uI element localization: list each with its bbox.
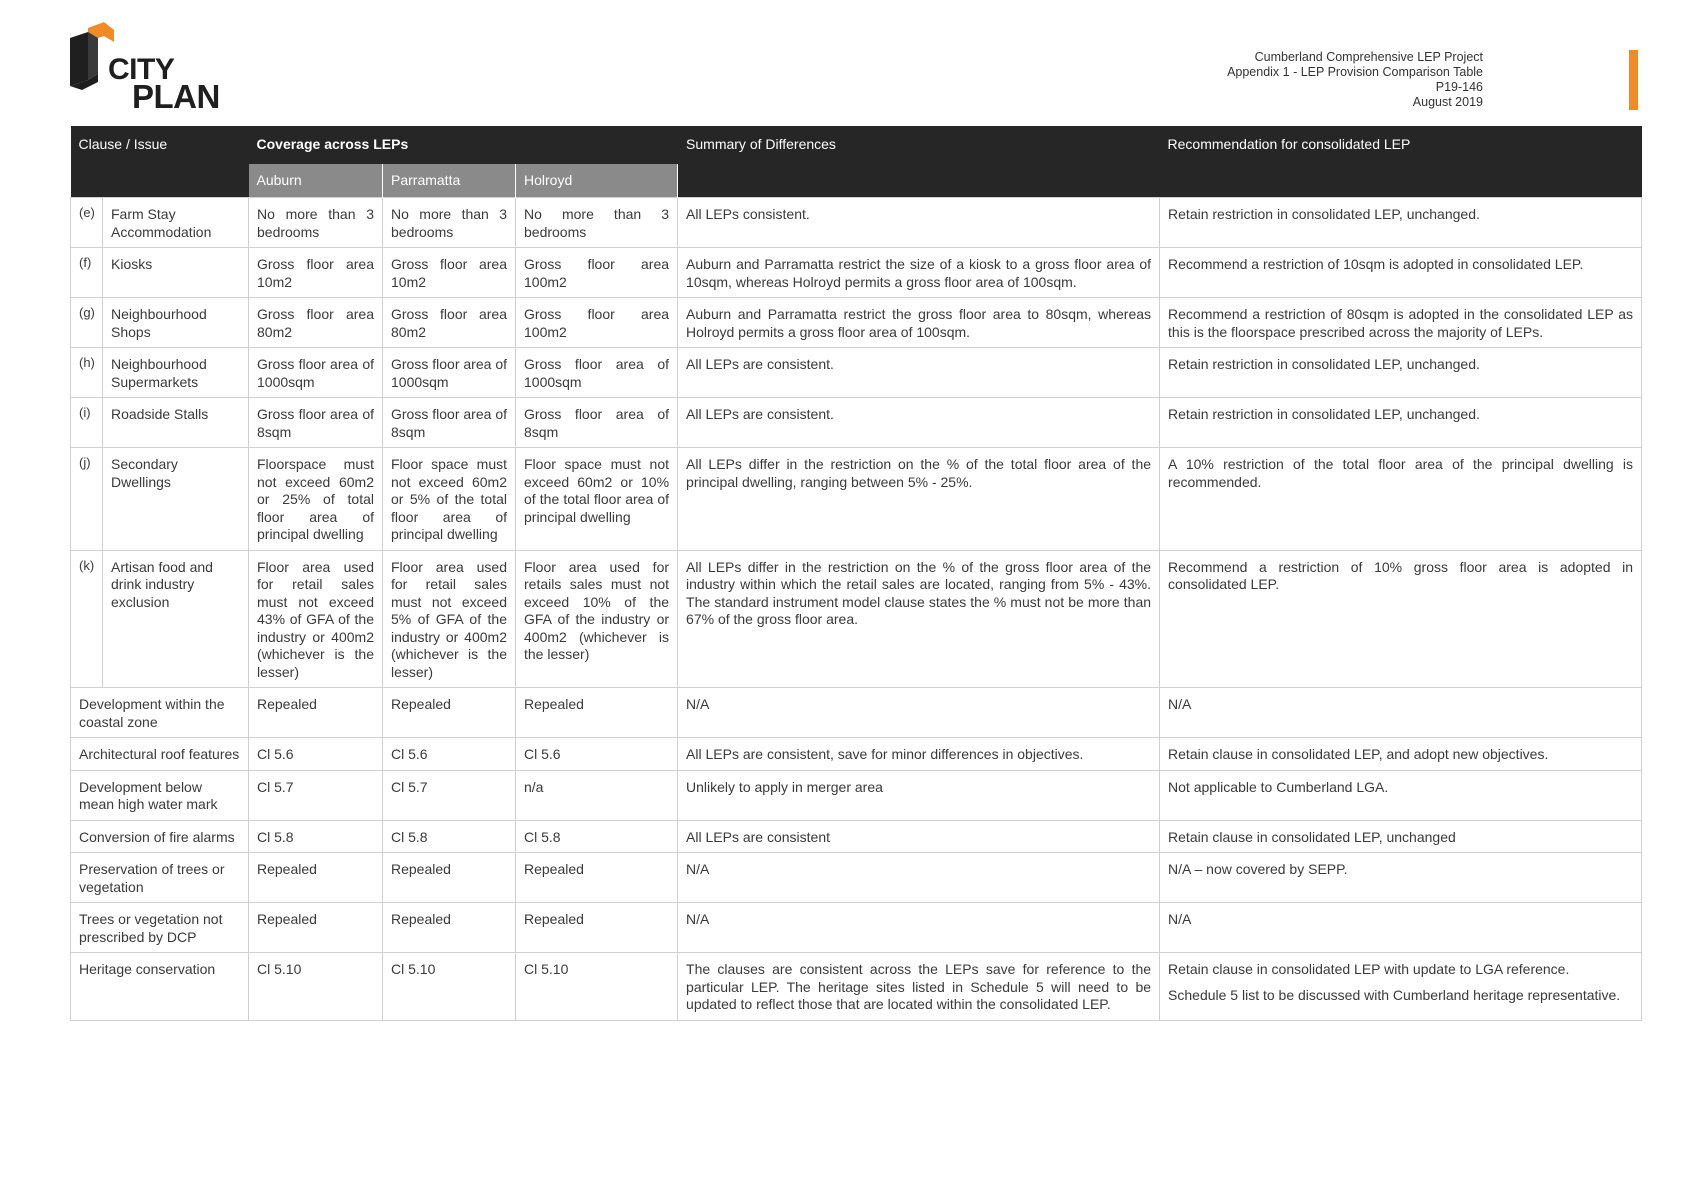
doc-number: P19-146 [1435,80,1483,94]
clause-issue: Heritage conservation [71,953,249,1021]
header-row [71,126,1642,164]
parramatta-cell: Floor area used for retail sales must not exceed 5% of GFA of the industry or 400m2 (whichever is the lesser) [383,550,516,688]
parramatta-cell: Floor space must not exceed 60m2 or 5% of the total floor area of principal dwelling [383,448,516,551]
clause-issue: Trees or vegetation not prescribed by DCP [71,903,249,953]
auburn-cell: Gross floor area of 8sqm [249,398,383,448]
clause-issue: Architectural roof features [71,738,249,771]
holroyd-cell: Gross floor area of 8sqm [516,398,678,448]
recommendation-cell: Recommend a restriction of 10sqm is adopted in consolidated LEP. [1160,248,1642,298]
header-coverage: Coverage across LEPs [249,126,678,164]
parramatta-cell: Cl 5.7 [383,770,516,820]
clause-issue: Development below mean high water mark [71,770,249,820]
summary-cell: All LEPs are consistent. [678,348,1160,398]
holroyd-cell: n/a [516,770,678,820]
header-recommendation: Recommendation for consolidated LEP [1160,126,1642,198]
doc-project: Cumberland Comprehensive LEP Project [1254,50,1483,64]
recommendation-cell: A 10% restriction of the total floor area of the principal dwelling is recommended. [1160,448,1642,551]
doc-date: August 2019 [1412,95,1483,109]
recommendation-cell [1160,953,1642,1021]
holroyd-cell: Gross floor area 100m2 [516,298,678,348]
parramatta-cell: Repealed [383,903,516,953]
table-row [71,298,1642,348]
summary-cell: Auburn and Parramatta restrict the size of a kiosk to a gross floor area of 10sqm, whereas Holroyd permits a gross floor area of 100sqm. [678,248,1160,298]
summary-cell: Auburn and Parramatta restrict the gross floor area to 80sqm, whereas Holroyd permits a gross floor area of 100sqm. [678,298,1160,348]
recommendation-cell: Not applicable to Cumberland LGA. [1160,770,1642,820]
clause-letter: (j) [71,448,103,551]
recommendation-cell: Retain clause in consolidated LEP, unchanged [1160,820,1642,853]
holroyd-cell: Cl 5.8 [516,820,678,853]
auburn-cell: Gross floor area of 1000sqm [249,348,383,398]
parramatta-cell: Cl 5.10 [383,953,516,1021]
auburn-cell: Repealed [249,853,383,903]
parramatta-cell: Cl 5.6 [383,738,516,771]
recommendation-paragraph: Retain clause in consolidated LEP with update to LGA reference. [1168,961,1570,977]
parramatta-cell: No more than 3 bedrooms [383,198,516,248]
lep-comparison-table [70,126,1642,1021]
header-clause: Clause / Issue [71,126,249,198]
auburn-cell: Cl 5.8 [249,820,383,853]
parramatta-cell: Gross floor area of 8sqm [383,398,516,448]
summary-cell: All LEPs differ in the restriction on the % of the total floor area of the principal dwelling, ranging between 5% - 25%. [678,448,1160,551]
table-row [71,688,1642,738]
clause-issue: Development within the coastal zone [71,688,249,738]
summary-cell: N/A [678,853,1160,903]
clause-issue: Neighbourhood Shops [103,298,249,348]
clause-issue: Roadside Stalls [103,398,249,448]
auburn-cell: Cl 5.10 [249,953,383,1021]
table-row [71,398,1642,448]
summary-cell: All LEPs consistent. [678,198,1160,248]
holroyd-cell: Floor space must not exceed 60m2 or 10% of the total floor area of principal dwelling [516,448,678,551]
summary-cell: All LEPs differ in the restriction on the % of the gross floor area of the industry within which the retail sales are located, ranging from 5% - 43%. The standard instrument model clause states the % must not be more than 67% of the gross floor area. [678,550,1160,688]
holroyd-cell: Cl 5.6 [516,738,678,771]
summary-cell: All LEPs are consistent [678,820,1160,853]
parramatta-cell: Gross floor area 80m2 [383,298,516,348]
logo-word-plan: PLAN [132,78,220,115]
parramatta-cell: Repealed [383,853,516,903]
clause-issue: Preservation of trees or vegetation [71,853,249,903]
summary-cell: N/A [678,688,1160,738]
table-row [71,953,1642,1021]
holroyd-cell: Repealed [516,853,678,903]
table-row [71,903,1642,953]
header-summary: Summary of Differences [678,126,1160,198]
summary-cell: Unlikely to apply in merger area [678,770,1160,820]
holroyd-cell: Floor area used for retails sales must not exceed 10% of the GFA of the industry or 400m2 (whichever is the lesser) [516,550,678,688]
city-plan-logo [70,22,240,115]
auburn-cell: Gross floor area 10m2 [249,248,383,298]
auburn-cell: Floorspace must not exceed 60m2 or 25% of total floor area of principal dwelling [249,448,383,551]
recommendation-paragraph: Schedule 5 list to be discussed with Cumberland heritage representative. [1168,986,1621,1003]
clause-issue: Secondary Dwellings [103,448,249,551]
header-holroyd: Holroyd [516,164,678,198]
auburn-cell: Cl 5.6 [249,738,383,771]
recommendation-cell: N/A – now covered by SEPP. [1160,853,1642,903]
table-row [71,448,1642,551]
parramatta-cell: Cl 5.8 [383,820,516,853]
auburn-cell: Cl 5.7 [249,770,383,820]
holroyd-cell: Gross floor area 100m2 [516,248,678,298]
clause-issue: Farm Stay Accommodation [103,198,249,248]
table-row [71,550,1642,688]
holroyd-cell: Cl 5.10 [516,953,678,1021]
recommendation-cell: Retain restriction in consolidated LEP, unchanged. [1160,198,1642,248]
clause-issue: Neighbourhood Supermarkets [103,348,249,398]
recommendation-cell: Recommend a restriction of 10% gross floor area is adopted in consolidated LEP. [1160,550,1642,688]
recommendation-cell: Retain restriction in consolidated LEP, unchanged. [1160,398,1642,448]
clause-letter: (k) [71,550,103,688]
clause-issue: Artisan food and drink industry exclusion [103,550,249,688]
summary-cell: All LEPs are consistent. [678,398,1160,448]
clause-letter: (f) [71,248,103,298]
logo-word-city: CITY [108,53,175,86]
holroyd-cell: Repealed [516,903,678,953]
parramatta-cell: Gross floor area 10m2 [383,248,516,298]
table-row [71,770,1642,820]
doc-appendix: Appendix 1 - LEP Provision Comparison Table [1227,65,1483,79]
table-row [71,348,1642,398]
summary-cell: All LEPs are consistent, save for minor differences in objectives. [678,738,1160,771]
parramatta-cell: Gross floor area of 1000sqm [383,348,516,398]
table-row [71,198,1642,248]
recommendation-cell: Retain restriction in consolidated LEP, unchanged. [1160,348,1642,398]
parramatta-cell: Repealed [383,688,516,738]
holroyd-cell: No more than 3 bedrooms [516,198,678,248]
table-row [71,738,1642,771]
holroyd-cell: Gross floor area of 1000sqm [516,348,678,398]
summary-cell: The clauses are consistent across the LEPs save for reference to the particular LEP. The heritage sites listed in Schedule 5 will need to be updated to reflect those that are located within the consolidated LEP. [678,953,1160,1021]
auburn-cell: Repealed [249,903,383,953]
table-row [71,248,1642,298]
summary-cell: N/A [678,903,1160,953]
document-info [1083,50,1483,110]
clause-issue: Conversion of fire alarms [71,820,249,853]
clause-letter: (g) [71,298,103,348]
recommendation-cell: N/A [1160,688,1642,738]
clause-letter: (e) [71,198,103,248]
recommendation-cell: Recommend a restriction of 80sqm is adopted in the consolidated LEP as this is the floorspace prescribed across the majority of LEPs. [1160,298,1642,348]
auburn-cell: Gross floor area 80m2 [249,298,383,348]
auburn-cell: No more than 3 bedrooms [249,198,383,248]
recommendation-cell: Retain clause in consolidated LEP, and adopt new objectives. [1160,738,1642,771]
table-row [71,853,1642,903]
auburn-cell: Repealed [249,688,383,738]
accent-bar [1629,50,1638,110]
clause-letter: (i) [71,398,103,448]
auburn-cell: Floor area used for retail sales must not exceed 43% of GFA of the industry or 400m2 (whichever is the lesser) [249,550,383,688]
holroyd-cell: Repealed [516,688,678,738]
table-row [71,820,1642,853]
header-parramatta: Parramatta [383,164,516,198]
clause-issue: Kiosks [103,248,249,298]
header-auburn: Auburn [249,164,383,198]
clause-letter: (h) [71,348,103,398]
recommendation-cell: N/A [1160,903,1642,953]
